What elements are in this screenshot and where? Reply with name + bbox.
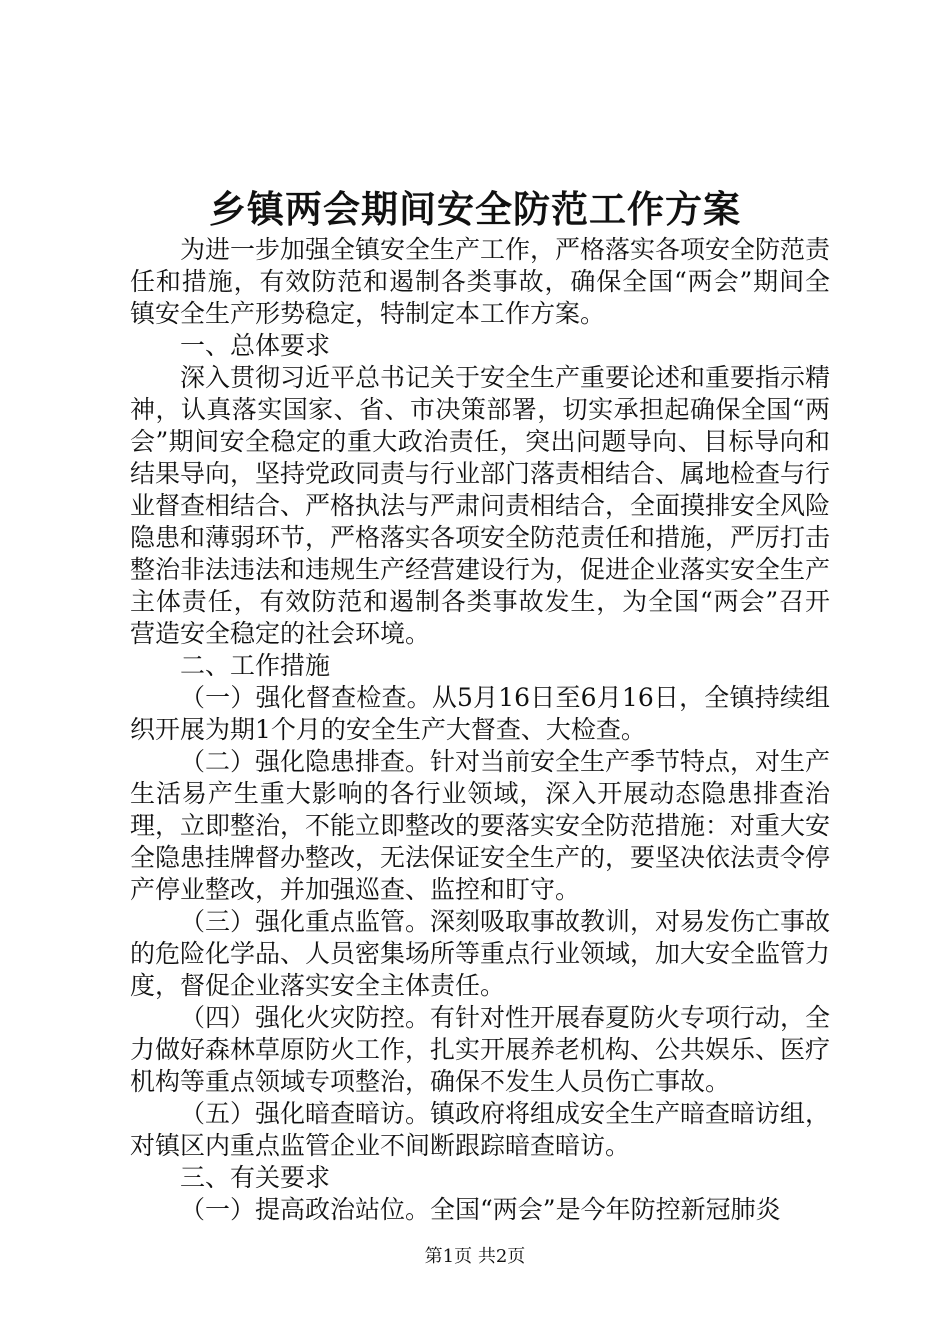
intro-paragraph: 为进一步加强全镇安全生产工作，严格落实各项安全防范责任和措施，有效防范和遏制各类事故，确保全国“两会”期间全镇安全生产形势稳定，特制定本工作方案。 xyxy=(130,235,831,328)
document-title: 乡镇两会期间安全防范工作方案 xyxy=(209,187,741,231)
measure-item-4: （四）强化火灾防控。有针对性开展春夏防火专项行动，全力做好森林草原防火工作，扎实开展养老机构、公共娱乐、医疗机构等重点领域专项整治，确保不发生人员伤亡事故。 xyxy=(130,1003,831,1096)
measure-item-5: （五）强化暗查暗访。镇政府将组成安全生产暗查暗访组，对镇区内重点监管企业不间断跟踪暗查暗访。 xyxy=(130,1099,831,1160)
document-body xyxy=(130,234,830,1226)
measure-item-2: （二）强化隐患排查。针对当前安全生产季节特点，对生产生活易产生重大影响的各行业领域，深入开展动态隐患排查治理，立即整治，不能立即整改的要落实安全防范措施：对重大安全隐患挂牌督办整改，无法保证安全生产的，要坚决依法责令停产停业整改，并加强巡查、监控和盯守。 xyxy=(130,747,831,904)
measure-item-1: （一）强化督查检查。从5月16日至6月16日，全镇持续组织开展为期1个月的安全生产大督查、大检查。 xyxy=(130,683,830,744)
section-heading-general-requirements: 一、总体要求 xyxy=(180,331,331,360)
section-heading-work-measures: 二、工作措施 xyxy=(180,651,331,680)
measure-item-3: （三）强化重点监管。深刻吸取事故教训，对易发伤亡事故的危险化学品、人员密集场所等重点行业领域，加大安全监管力度，督促企业落实安全主体责任。 xyxy=(130,907,831,1000)
page-number-footer: 第1页 共2页 xyxy=(424,1246,526,1267)
requirement-item-1: （一）提高政治站位。全国“两会”是今年防控新冠肺炎 xyxy=(180,1195,781,1224)
section-heading-related-requirements: 三、有关要求 xyxy=(180,1163,331,1192)
general-requirements-paragraph: 深入贯彻习近平总书记关于安全生产重要论述和重要指示精神，认真落实国家、省、市决策部署，切实承担起确保全国“两会”期间安全稳定的重大政治责任，突出问题导向、目标导向和结果导向，坚持党政同责与行业部门落责相结合、属地检查与行业督查相结合、严格执法与严肃问责相结合，全面摸排安全风险隐患和薄弱环节，严格落实各项安全防范责任和措施，严厉打击整治非法违法和违规生产经营建设行为，促进企业落实安全生产主体责任，有效防范和遏制各类事故发生，为全国“两会”召开营造安全稳定的社会环境。 xyxy=(130,363,831,648)
